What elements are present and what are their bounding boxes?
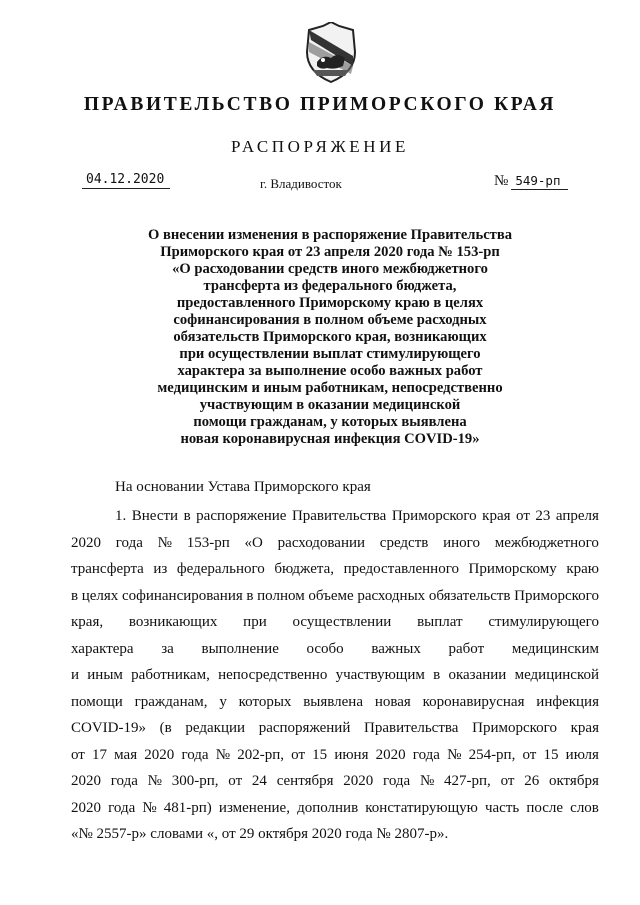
- title-line: предоставленного Приморскому краю в целях: [176, 295, 484, 311]
- body-line: COVID-19» (в редакции распоряжений Правительства Приморского края: [71, 720, 599, 736]
- title-line: софинансирования в полном объеме расходных: [173, 312, 487, 328]
- body-line: «№ 2557-р» словами «, от 29 октября 2020 года № 2807-р».: [71, 826, 449, 842]
- title-line: обязательств Приморского края, возникающих: [173, 329, 487, 345]
- title-line: трансферта из федерального бюджета,: [203, 278, 457, 294]
- title-line: О внесении изменения в распоряжение Правительства: [147, 227, 513, 243]
- document-body: [71, 503, 599, 848]
- title-line: при осуществлении выплат стимулирующего: [179, 346, 481, 362]
- coat-of-arms-emblem: [301, 22, 361, 84]
- body-line: от 17 мая 2020 года № 202-рп, от 15 июня 2020 года № 254-рп, от 15 июля: [71, 746, 599, 763]
- number-sign: №: [494, 173, 509, 189]
- title-line: характера за выполнение особо важных работ: [177, 363, 483, 379]
- body-line: края, возникающих при осуществлении выплат стимулирующего: [71, 614, 599, 630]
- title-line: новая коронавирусная инфекция COVID-19»: [180, 431, 480, 447]
- government-name: ПРАВИТЕЛЬСТВО ПРИМОРСКОГО КРАЯ: [83, 94, 557, 115]
- document-type: РАСПОРЯЖЕНИЕ: [230, 137, 410, 156]
- body-line: помощи гражданам, у которых выявлена новая коронавирусная инфекция: [71, 693, 599, 710]
- document-number: [494, 173, 568, 190]
- title-line: помощи гражданам, у которых выявлена: [193, 414, 467, 430]
- title-line: медицинским и иным работникам, непосредственно: [157, 380, 503, 396]
- body-line: характера за выполнение особо важных работ медицинским: [71, 640, 599, 657]
- title-line: «О расходовании средств иного межбюджетного: [172, 261, 488, 277]
- body-line: 2020 года № 481-рп) изменение, дополнив констатирующую часть после слов: [71, 799, 599, 816]
- body-line: 1. Внести в распоряжение Правительства Приморского края от 23 апреля: [115, 508, 599, 524]
- body-line: 2020 года № 153-рп «О расходовании средств иного межбюджетного: [71, 534, 599, 551]
- body-line: трансферта из федерального бюджета, предоставленного Приморскому краю: [71, 561, 599, 577]
- basis-statement: На основании Устава Приморского края: [115, 479, 371, 495]
- document-title: [120, 227, 540, 448]
- document-city: г. Владивосток: [260, 176, 342, 191]
- title-line: Приморского края от 23 апреля 2020 года № 153-рп: [160, 244, 500, 260]
- document-date: 04.12.2020: [82, 172, 170, 189]
- body-line: в целях софинансирования в полном объеме расходных обязательств Приморского: [71, 587, 599, 604]
- body-line: и иным работникам, непосредственно участвующим в оказании медицинской: [71, 667, 599, 683]
- number-value: 549-рп: [511, 173, 568, 190]
- body-line: 2020 года № 300-рп, от 24 сентября 2020 года № 427-рп, от 26 октября: [71, 773, 599, 789]
- title-line: участвующим в оказании медицинской: [199, 397, 461, 413]
